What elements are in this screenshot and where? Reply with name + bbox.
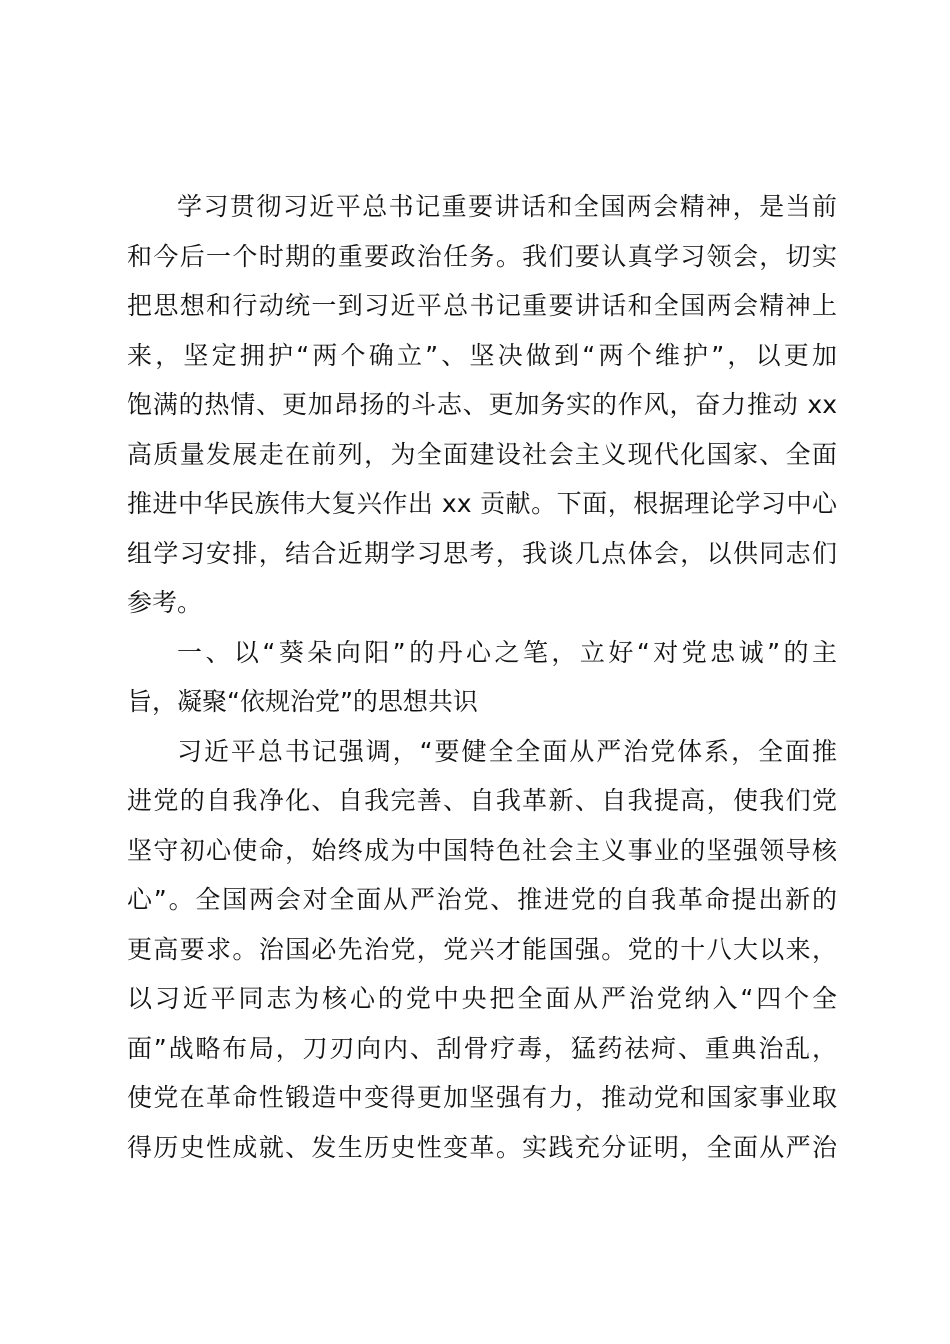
body-line: 使党在革命性锻造中变得更加坚强有力，推动党和国家事业取 bbox=[127, 1083, 837, 1112]
body-line: 以习近平同志为核心的党中央把全面从严治党纳入“四个全 bbox=[127, 984, 837, 1013]
intro-line: 和今后一个时期的重要政治任务。我们要认真学习领会，切实 bbox=[127, 241, 837, 271]
intro-line: 高质量发展走在前列，为全面建设社会主义现代化国家、全面 bbox=[127, 439, 837, 469]
intro-line: 来，坚定拥护“两个确立”、坚决做到“两个维护”，以更加 bbox=[127, 340, 837, 370]
intro-line: 组学习安排，结合近期学习思考，我谈几点体会，以供同志们 bbox=[127, 538, 837, 568]
section-one-heading bbox=[127, 628, 837, 727]
intro-line: 推进中华民族伟大复兴作出 xx 贡献。下面，根据理论学习中心 bbox=[127, 489, 837, 518]
heading-line: 一、以“葵朵向阳”的丹心之笔，立好“对党忠诚”的主 bbox=[177, 637, 837, 667]
body-line: 得历史性成就、发生历史性变革。实践充分证明，全面从严治 bbox=[127, 1132, 837, 1162]
intro-paragraph bbox=[127, 182, 837, 628]
body-paragraph bbox=[127, 727, 837, 1173]
body-line: 面”战略布局，刀刃向内、刮骨疗毒，猛药祛疴、重典治乱， bbox=[127, 1033, 837, 1063]
body-line: 心”。全国两会对全面从严治党、推进党的自我革命提出新的 bbox=[127, 885, 837, 914]
intro-line: 饱满的热情、更加昂扬的斗志、更加务实的作风，奋力推动 xx bbox=[127, 390, 837, 419]
document-body bbox=[127, 182, 837, 1172]
intro-line: 参考。 bbox=[127, 588, 203, 617]
intro-line: 把思想和行动统一到习近平总书记重要讲话和全国两会精神上 bbox=[127, 291, 837, 320]
intro-line: 学习贯彻习近平总书记重要讲话和全国两会精神，是当前 bbox=[177, 192, 837, 221]
body-line: 更高要求。治国必先治党，党兴才能国强。党的十八大以来， bbox=[127, 934, 837, 964]
body-line: 进党的自我净化、自我完善、自我革新、自我提高，使我们党 bbox=[127, 786, 837, 815]
heading-line: 旨，凝聚“依规治党”的思想共识 bbox=[127, 687, 478, 716]
body-line: 习近平总书记强调，“要健全全面从严治党体系，全面推 bbox=[177, 736, 837, 766]
body-line: 坚守初心使命，始终成为中国特色社会主义事业的坚强领导核 bbox=[127, 835, 837, 865]
